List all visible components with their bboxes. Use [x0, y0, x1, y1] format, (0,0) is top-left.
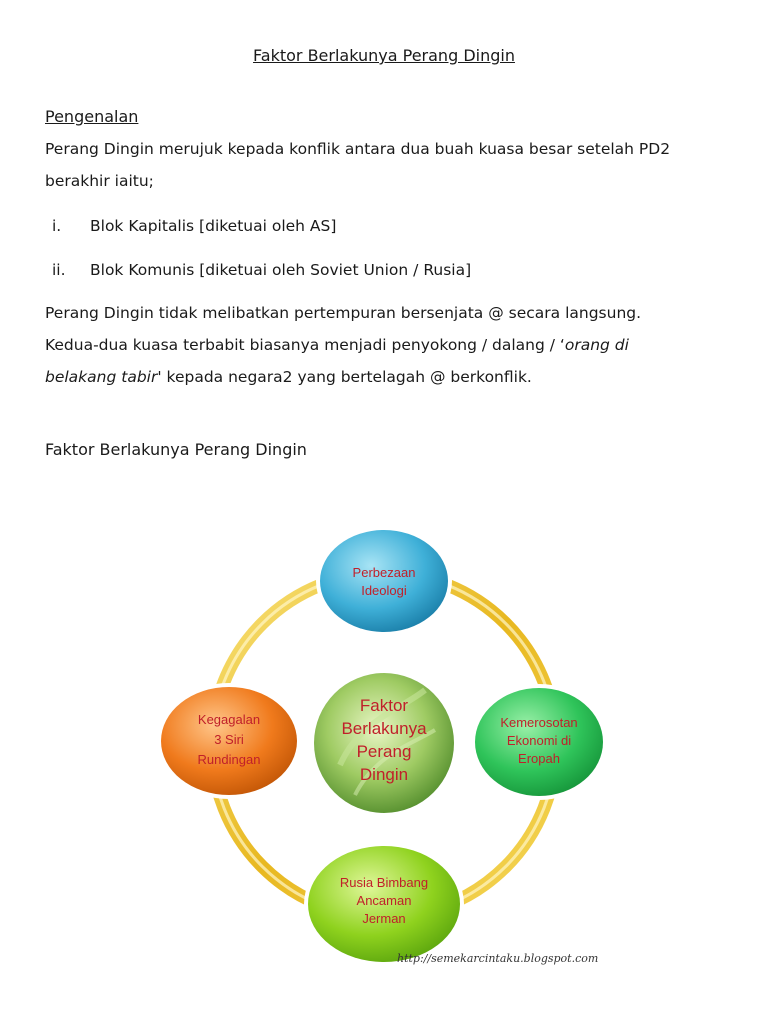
node-left-line-2: 3 Siri — [214, 732, 244, 747]
para2-line2-italic: orang di — [564, 336, 629, 354]
intro-paragraph-line1: Perang Dingin merujuk kepada konflik antara dua buah kuasa besar setelah PD2 — [45, 140, 671, 158]
list-item-2-number: ii. — [52, 261, 66, 279]
factors-diagram — [150, 520, 620, 975]
para2-line1: Perang Dingin tidak melibatkan pertempuran bersenjata @ secara langsung. — [45, 304, 642, 322]
intro-paragraph-line2: berakhir iaitu; — [45, 172, 154, 190]
list-item-1-number: i. — [52, 217, 62, 235]
list-item-2-text: Blok Komunis [diketuai oleh Soviet Union / Rusia] — [90, 261, 472, 279]
list-item-1 — [45, 214, 336, 238]
para2-line2: Kedua-dua kuasa terbabit biasanya menjadi penyokong / dalang / ‘ — [45, 336, 565, 354]
node-right-line-1: Kemerosotan — [500, 715, 578, 730]
node-kegagalan-rundingan — [157, 683, 301, 799]
para2-line3: kepada negara2 yang bertelagah @ berkonflik. — [161, 368, 532, 386]
node-bottom-line-1: Rusia Bimbang — [339, 875, 429, 890]
node-bottom-line-2: Ancaman — [356, 893, 412, 908]
node-kemerosotan-ekonomi — [471, 684, 607, 800]
center-line-3: Perang — [356, 742, 412, 761]
factors-diagram-svg — [150, 520, 620, 975]
list-item-1-text: Blok Kapitalis [diketuai oleh AS] — [90, 217, 337, 235]
node-right-line-3: Eropah — [518, 751, 560, 766]
node-top-line-1: Perbezaan — [352, 565, 416, 580]
center-line-1: Faktor — [359, 696, 409, 715]
document-title: Faktor Berlakunya Perang Dingin — [253, 46, 515, 65]
center-node — [310, 669, 458, 817]
para2-line3-italic: belakang tabir' — [45, 368, 162, 386]
factors-heading: Faktor Berlakunya Perang Dingin — [45, 440, 307, 459]
center-line-4: Dingin — [359, 765, 409, 784]
node-rusia-bimbang — [304, 842, 464, 966]
node-left-line-1: Kegagalan — [197, 712, 261, 727]
node-left-line-3: Rundingan — [197, 752, 261, 767]
node-right-line-2: Ekonomi di — [506, 733, 572, 748]
intro-paragraph — [45, 133, 735, 197]
intro-heading: Pengenalan — [45, 107, 139, 126]
node-bottom-line-3: Jerman — [362, 911, 406, 926]
cold-war-paragraph — [45, 297, 735, 393]
node-top-line-2: Ideologi — [361, 583, 407, 598]
center-line-2: Berlakunya — [341, 719, 427, 738]
node-perbezaan-ideologi — [316, 526, 452, 636]
image-credit: http://semekarcintaku.blogspot.com — [397, 952, 599, 965]
list-item-2 — [45, 258, 471, 282]
